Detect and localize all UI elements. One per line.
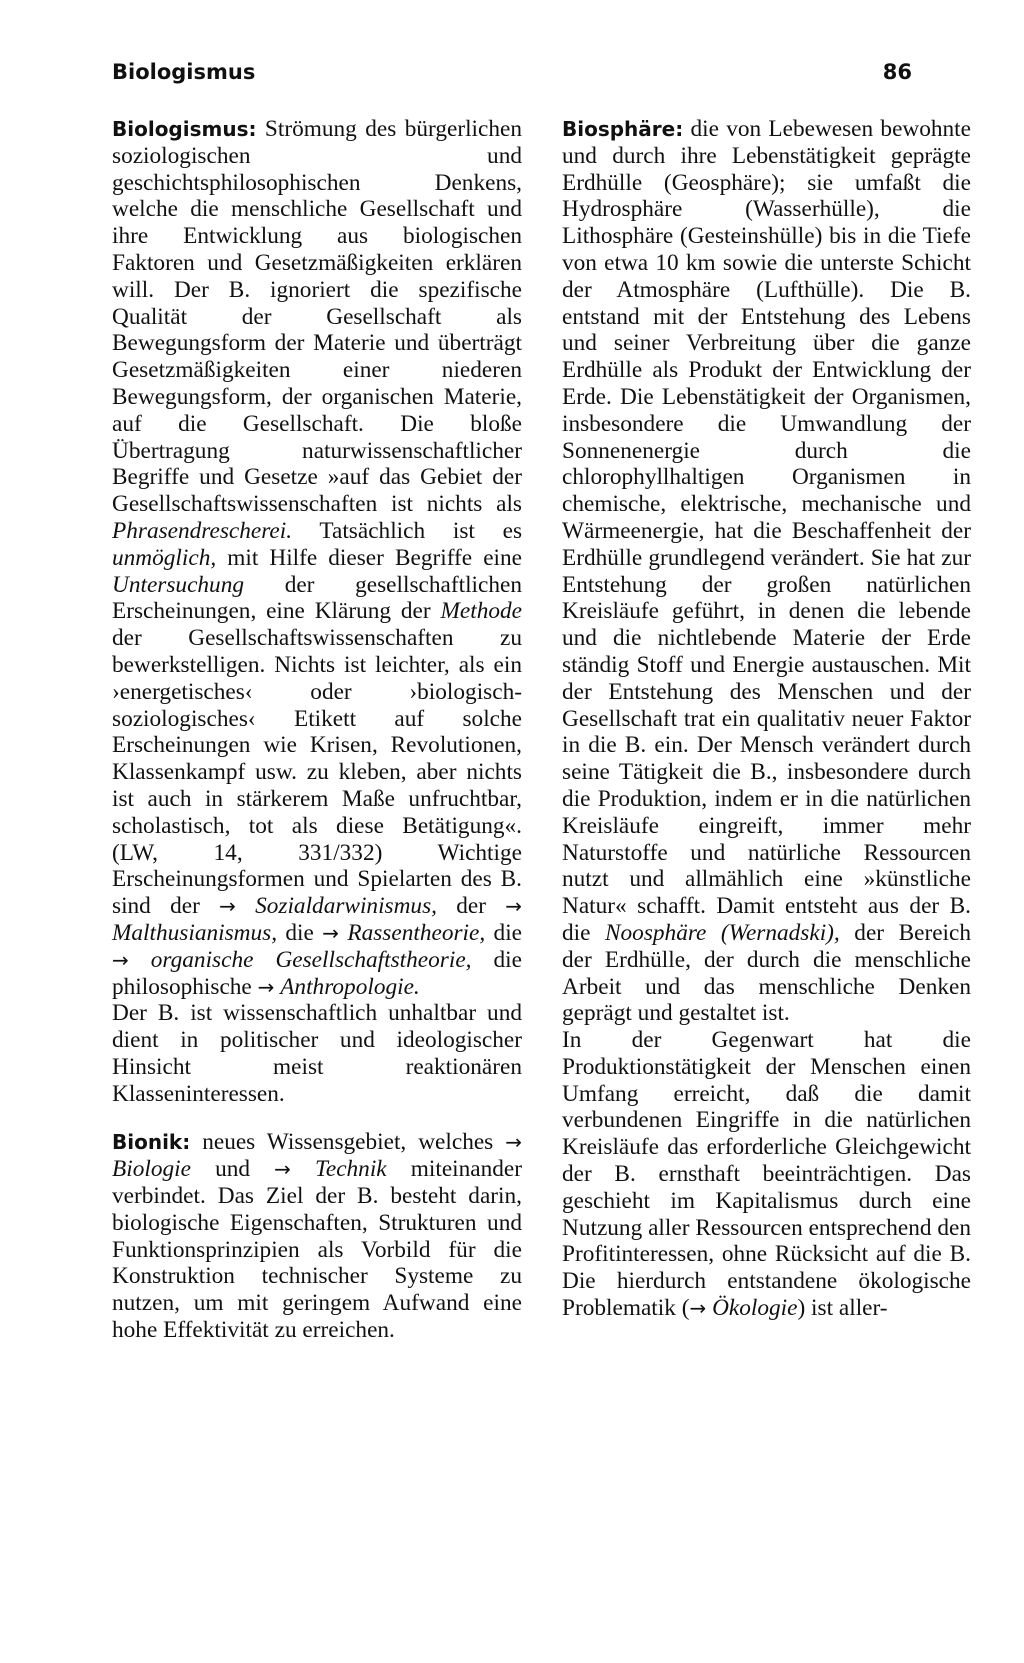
emphasis-text: Phrasendrescherei. [112,517,293,544]
cross-reference-rassentheorie[interactable]: Rassentheorie, [347,919,486,946]
entry-biologismus [112,116,522,1107]
entry-text: miteinander verbindet. Das Ziel der B. besteht darin, biologische Eigenschaften, Strukturen und Funktionsprinzipien als Vorbild für die Konstruktion technischer Systeme zu nutzen, um mit geringem Aufwand eine hohe Effektivität zu erreichen. [112,1156,523,1344]
cross-reference-arrow-icon: → [112,947,129,972]
entry-text: die von Lebewesen bewohnte und durch ihre Lebenstätigkeit geprägte Erdhülle (Geosphäre); sie umfaßt die Hydrosphäre (Wasserhülle), die Lithosphäre (Gesteinshülle) bis in die Tiefe von etwa 10 km sowie die unterste Schicht der Atmosphäre (Lufthülle). Die B. entstand mit der Entstehung des Lebens und seiner Verbreitung über die ganze Erdhülle als Produkt der Entwicklung der Erde. Die Lebenstätigkeit der Organismen, insbesondere die Umwandlung der Sonnenenergie durch die chlorophyllhaltigen Organismen in chemische, elektrische, mechanische und Wärmeenergie, hat die Beschaffenheit der Erdhülle grundlegend verändert. Sie hat zur Entstehung der großen natürlichen Kreisläufe geführt, in denen die lebende und die nichtlebende Materie der Erde ständig Stoff und Energie austauschen. Mit der Entstehung des Menschen und der Gesellschaft trat ein qualitativ neuer Faktor in die B. ein. Der Mensch verändert durch seine Tätigkeit die B., insbesondere durch die Produktion, indem er in die natürlichen Kreisläufe eingreift, immer mehr Naturstoffe und natürliche Ressourcen nutzt und allmählich eine »künstliche Natur« schafft. Damit entsteht aus der B. die [562,116,971,946]
emphasis-text: unmöglich, [112,544,217,571]
entry-text: der Gesellschaftswissenschaften zu bewerkstelligen. Nichts ist leichter, als ein ›energetisches‹ oder ›biologisch-soziologisches‹ Etikett auf solche Erscheinungen wie Krisen, Revolutionen, Klassenkampf usw. zu kleben, aber nichts ist auch in stärkerem Maße unfruchtbar, scholastisch, tot als diese Betätigung«. (LW, 14, 331/332) Wichtige Erscheinungsformen und Spielarten des B. sind der [112,625,522,920]
entry-text: die [285,919,314,946]
page-header [112,60,912,92]
emphasis-text: Untersuchung [112,571,245,598]
running-head: Biologismus [112,60,256,84]
entry-bionik [112,1129,522,1343]
entry-text: In der Gegenwart hat die Produktionstätigkeit der Menschen einen Umfang erreicht, daß die damit verbundenen Eingriffe in die natürlichen Kreisläufe das erforderliche Gleichgewicht der B. ernsthaft beeinträchtigen. Das geschieht im Kapitalismus durch eine Nutzung aller Ressourcen entsprechend den Profitinteressen, ohne Rücksicht auf die B. Die hierdurch entstandene ökologische Problematik ( [562,1027,971,1322]
entry-biosphaere [562,116,971,1322]
entry-text: der Bereich der Erdhülle, der durch die menschliche Arbeit und das menschliche Denken geprägt und gestaltet ist. [562,919,972,1027]
cross-reference-arrow-icon: → [274,1157,291,1182]
entry-biosphaere-paragraph-2 [562,1027,971,1322]
cross-reference-arrow-icon: → [219,894,236,919]
entry-bionik-paragraph [112,1129,522,1343]
entry-text: mit Hilfe dieser Begriffe eine [227,544,523,571]
entry-term: Bionik: [112,1130,191,1155]
cross-reference-oekologie[interactable]: Ökologie [712,1295,798,1322]
entry-biosphaere-paragraph-1 [562,116,971,1027]
entry-text: der [456,893,486,920]
cross-reference-arrow-icon: → [257,974,275,999]
cross-reference-technik[interactable]: Technik [315,1156,387,1183]
entry-text: ) ist aller- [797,1295,888,1322]
entry-text: Strömung des bürgerlichen soziologischen und geschichtsphilosophischen Denkens, welche die menschliche Gesellschaft und ihre Entwicklung aus biologischen Faktoren und Gesetzmäßigkeiten erklären will. Der B. ignoriert die spezifische Qualität der Gesellschaft als Bewegungsform der Materie und überträgt Gesetzmäßigkeiten einer niederen Bewegungsform, der organischen Materie, auf die Gesellschaft. Die bloße Übertragung naturwissenschaftlicher Begriffe und Gesetze »auf das Gebiet der Gesellschaftswissenschaften ist nichts als [112,116,522,518]
entry-text: die [493,919,523,946]
cross-reference-organische-gesellschaftstheorie[interactable]: organische Gesellschaftstheorie, [150,946,472,973]
cross-reference-anthropologie[interactable]: Anthropologie. [280,973,420,1000]
entry-text: der gesellschaftlichen Erscheinungen, eine Klärung der [112,571,522,625]
page-number: 86 [882,60,912,84]
cross-reference-sozialdarwinismus[interactable]: Sozialdarwinismus, [255,893,437,920]
cross-reference-malthusianismus[interactable]: Malthusianismus, [112,919,278,946]
emphasis-text: Methode [440,598,523,625]
cross-reference-arrow-icon: → [322,920,339,945]
cross-reference-arrow-icon: → [505,894,522,919]
entry-biologismus-paragraph-1 [112,116,522,1000]
cross-reference-arrow-icon: → [505,1130,522,1155]
entry-term: Biosphäre: [562,117,684,141]
cross-reference-biologie[interactable]: Biologie [112,1156,191,1183]
right-column [562,116,971,1344]
entry-text: neues Wissensgebiet, welches [202,1129,494,1156]
entry-text: Tatsächlich ist es [319,517,523,544]
cross-reference-arrow-icon: → [689,1296,707,1321]
entry-term: Biologismus: [112,117,257,141]
left-column [112,116,522,1366]
entry-biologismus-paragraph-2: Der B. ist wissenschaftlich unhaltbar und dient in politischer und ideologischer Hinsicht meist reaktionären Klasseninteressen. [112,1000,522,1107]
emphasis-text: Noosphäre (Wernadski), [605,919,840,946]
entry-text: und [215,1156,251,1183]
entry-text: die philosophische [112,946,522,1000]
